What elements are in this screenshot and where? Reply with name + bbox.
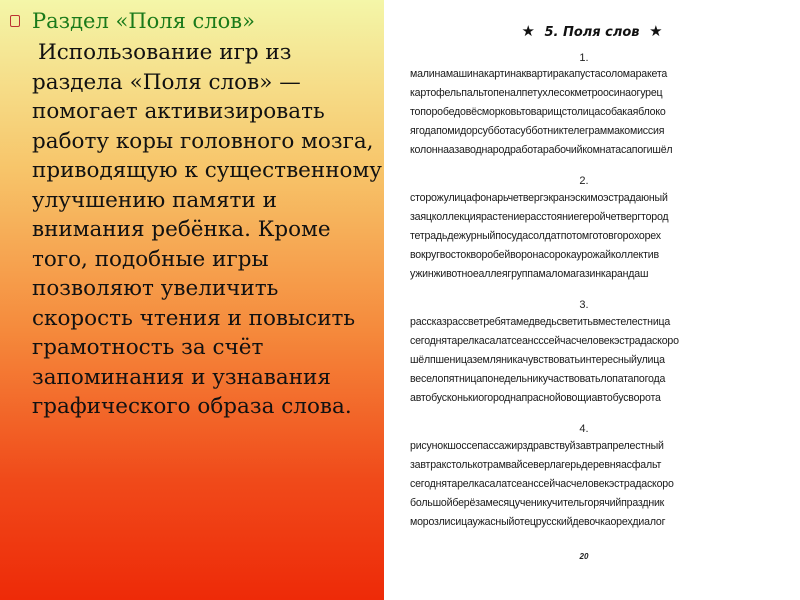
word-field-line: заяцколлекциярастениерасстояниегеройчетвергтород	[410, 211, 669, 223]
word-field-line: ягодапомидорсубботасубботниктелеграммакомиссия	[410, 125, 665, 137]
word-field-line: сторожулицафонарьчетвергэкранэскимоэстрадаюный	[410, 192, 668, 204]
word-field-line: ужинживотноеаллеягруппамаломагазинкарандаш	[410, 268, 649, 280]
page-title-text: 5. Поля слов	[544, 25, 640, 40]
word-field-line: рисунокшоссепассажирздравствуйзавтрапрелестный	[410, 440, 664, 452]
word-field-line: большойберёзамесяцученикучительгорячийпраздник	[410, 497, 665, 509]
word-field-line: веселопятницапонедельникучаствоватьлопатапогода	[410, 373, 666, 385]
page-number: 20	[579, 552, 589, 561]
word-field-line: вокругвостокворобейворонасорокаурожайколлектив	[410, 249, 659, 261]
word-field-line: шёлпшеницаземляникачувствоватьинтересныйулица	[410, 354, 665, 366]
word-field-line: малинамашинакартинаквартиракапустасоломаракета	[410, 68, 668, 80]
section-number: 4.	[579, 423, 589, 435]
word-field-line: тетрадьдежурныйпосудасолдатпотомготовгорохорех	[410, 230, 661, 242]
book-page-image	[384, 0, 800, 600]
word-field-line: топоробедовёсморковьтоварищстолицасобакаяблоко	[410, 106, 666, 118]
section-number: 1.	[579, 52, 589, 64]
section-number: 3.	[579, 299, 589, 311]
slide-heading	[10, 8, 380, 34]
slide-heading-text: Раздел «Поля слов»	[32, 9, 255, 33]
slide-text-panel	[0, 0, 384, 600]
page-title	[384, 22, 800, 40]
section-number: 2.	[579, 175, 589, 187]
word-field-line: сегоднятарелкасалатсеанссейчасчеловекэстрадаскоро	[410, 478, 674, 490]
star-icon: ★	[521, 22, 535, 40]
word-field-line: колоннаазаводнародработарабочийкомнатасапогишёл	[410, 144, 673, 156]
word-field-line: картофельпальтопеналпетухлесокметроосинаогурец	[410, 87, 663, 99]
word-field-line: завтракстолькотрамвайсеверлагерьдеревняасфальт	[410, 459, 662, 471]
slide-body-text: Использование игр из раздела «Поля слов» — помогает активизировать работу коры головного мозга, приводящую к существенному улучшению памяти и внимания ребёнка. Кроме того, подобные игры позволяют увеличить скорость чтения и повысить грамотность за счёт запоминания и узнавания графического образа слова.	[32, 40, 382, 419]
word-field-line: автобусконькиогороднапраснойовощиавтобусворота	[410, 392, 661, 404]
word-field-line: морозлисицаужасныйотецрусскийдевочкаорехдиалог	[410, 516, 666, 528]
bullet-icon	[10, 15, 20, 27]
word-field-line: сегоднятарелкасалатсеансссейчасчеловекэстрадаскоро	[410, 335, 679, 347]
star-icon: ★	[649, 22, 663, 40]
word-field-line: рассказрассветребятамедведьсветитьвместелестница	[410, 316, 671, 328]
